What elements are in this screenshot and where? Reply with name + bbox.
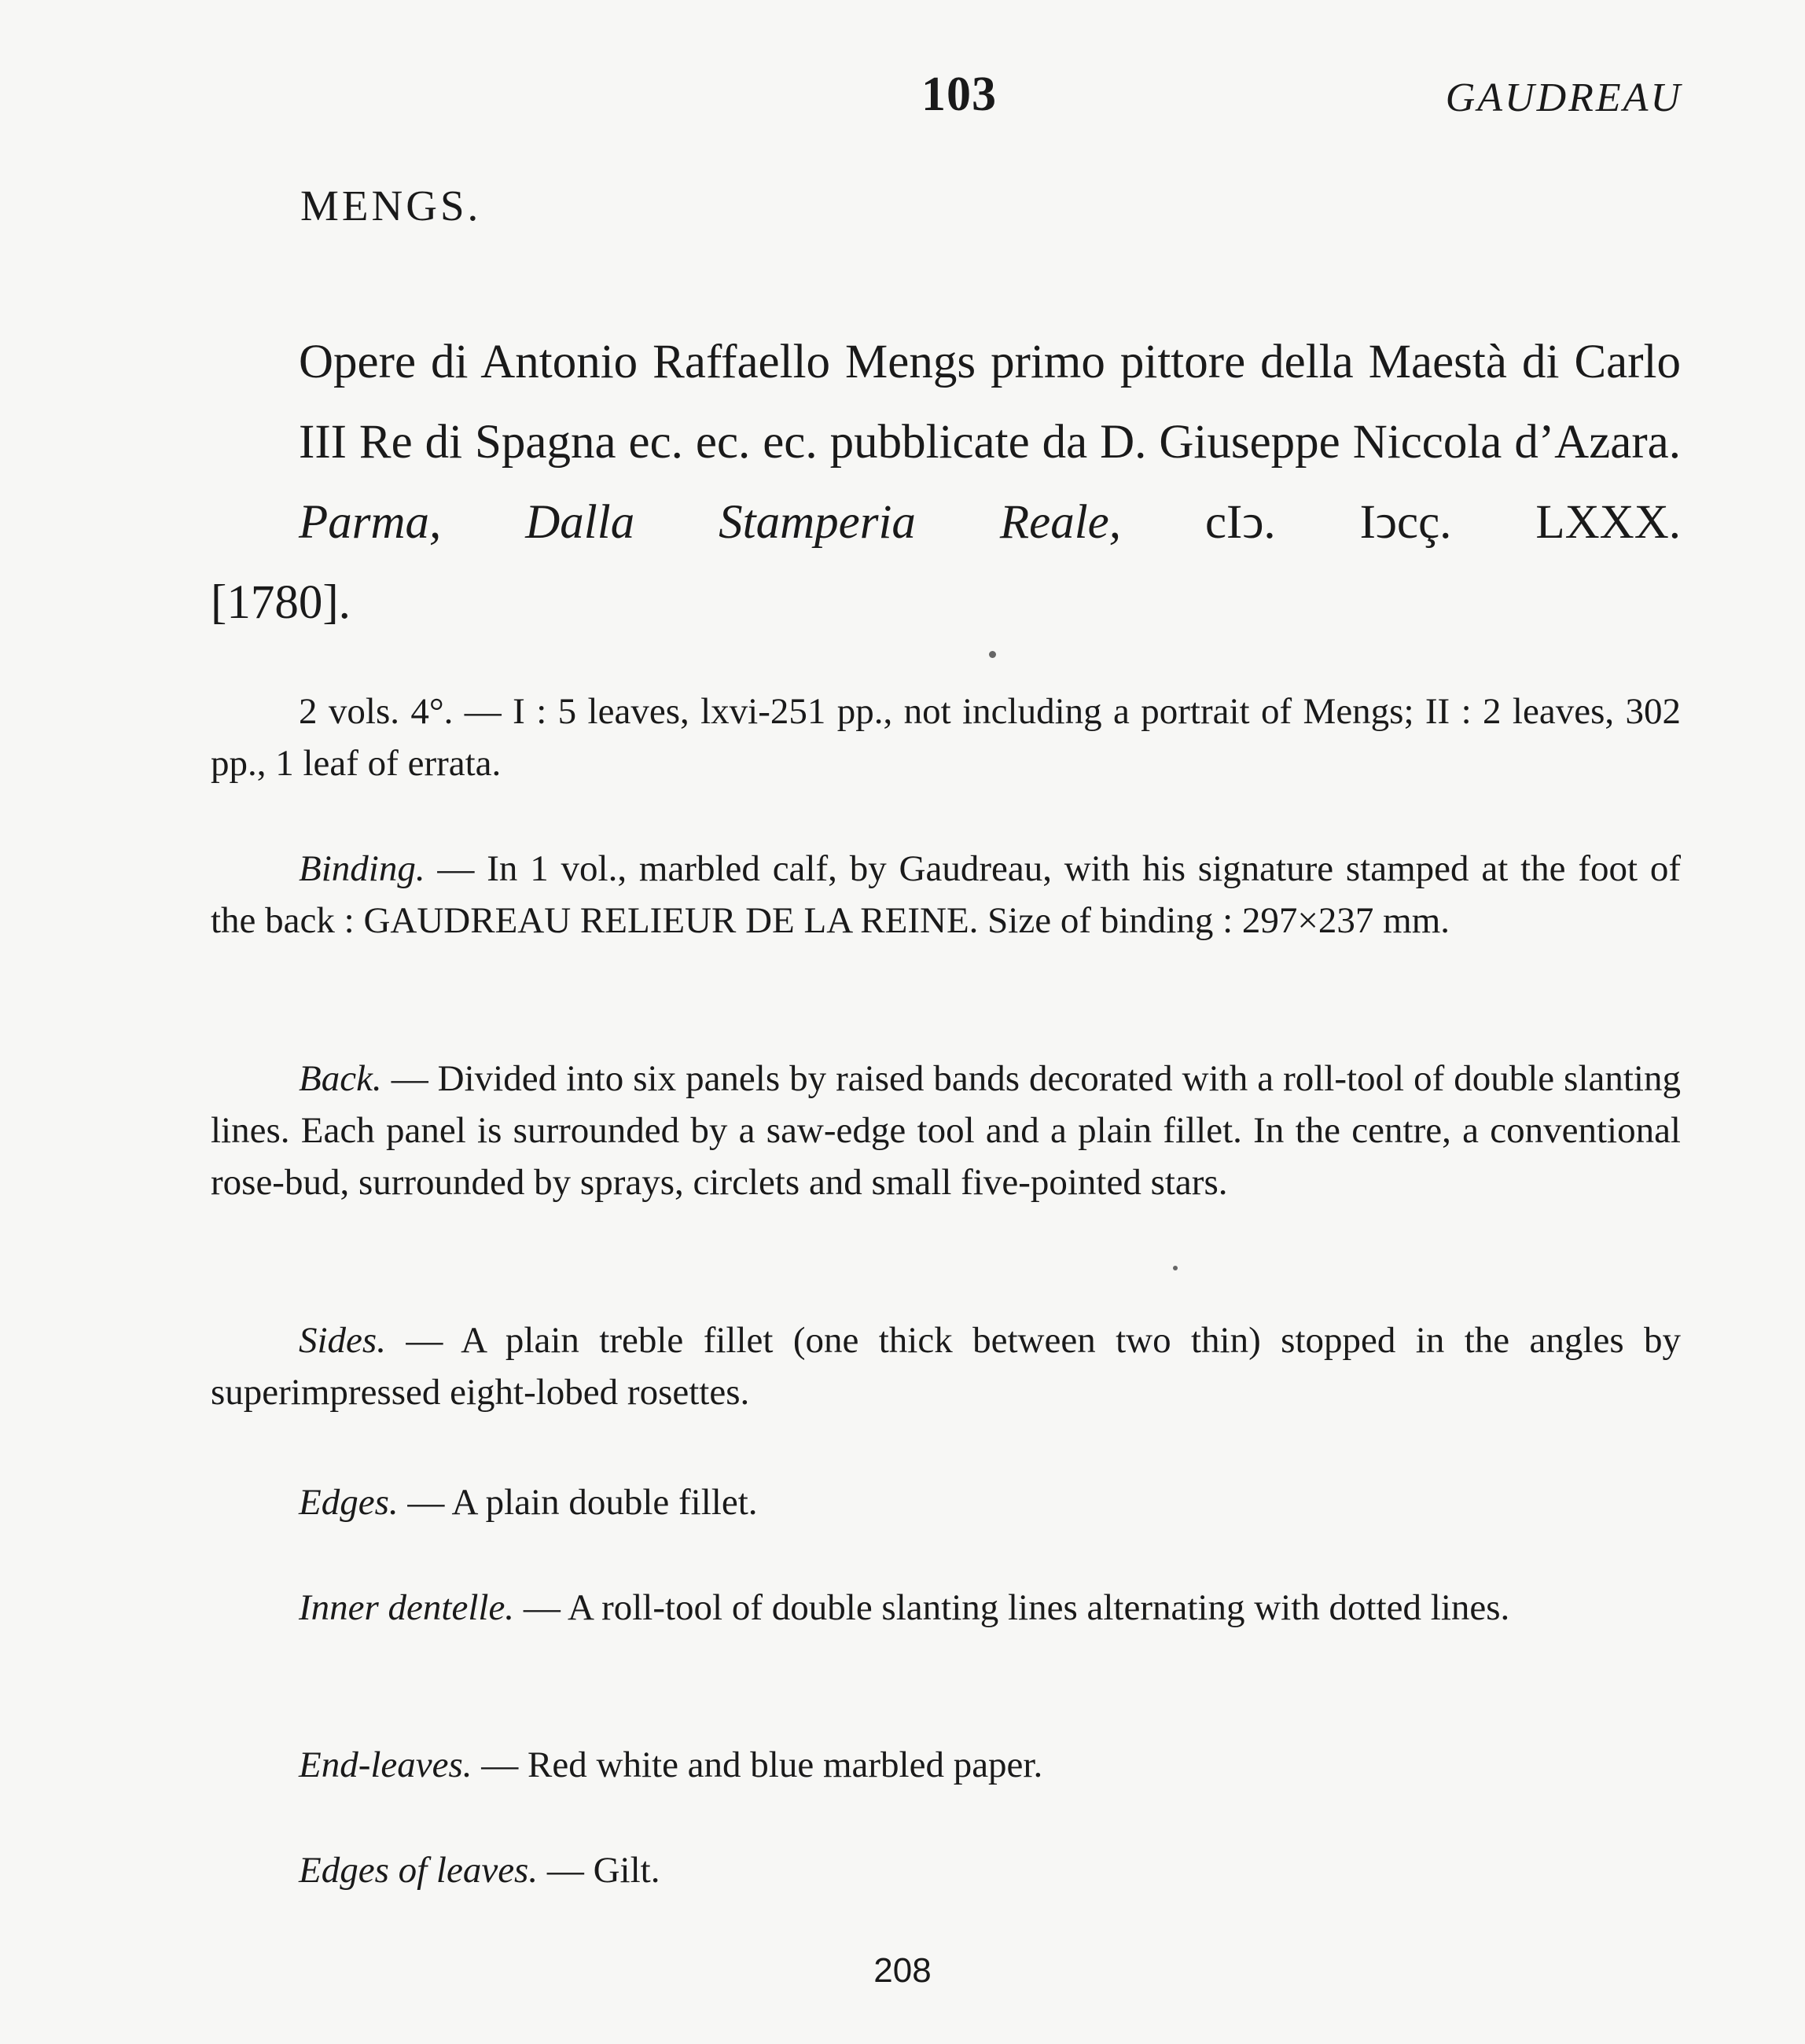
- title-date-roman: cIↄ. Iↄcç. LXXX.: [1204, 496, 1682, 549]
- page-folio: 208: [873, 1951, 932, 1990]
- collation-text: 2 vols. 4°. — I : 5 leaves, lxvi-251 pp., not including a portrait of Mengs; II : 2 leaves, 302 pp., 1 leaf of errata.: [211, 691, 1681, 784]
- print-speck: [1173, 1266, 1178, 1270]
- label-inner-dentelle: Inner dentelle.: [299, 1587, 515, 1628]
- collation: [211, 686, 1681, 789]
- running-head: GAUDREAU: [1445, 75, 1682, 120]
- label-sides: Sides.: [299, 1320, 386, 1361]
- label-edges: Edges.: [299, 1482, 399, 1523]
- text-inner-dentelle: — A roll-tool of double slanting lines alternating with dotted lines.: [523, 1587, 1510, 1628]
- book-title: [211, 322, 1681, 643]
- label-binding: Binding.: [299, 848, 425, 889]
- entry-number: 103: [921, 68, 997, 121]
- title-date-bracket: [1780].: [211, 576, 351, 629]
- description-binding: [211, 843, 1681, 947]
- text-binding: — In 1 vol., marbled calf, by Gaudreau, with his signature stamped at the foot of the back : GAUDREAU RELIEUR DE LA REINE. Size of binding : 297×237 mm.: [211, 848, 1682, 941]
- section-heading: MENGS.: [300, 182, 482, 230]
- description-inner-dentelle: [211, 1582, 1681, 1634]
- text-end-leaves: — Red white and blue marbled paper.: [481, 1744, 1043, 1785]
- description-edges: [211, 1476, 1681, 1528]
- label-end-leaves: End-leaves.: [299, 1744, 472, 1785]
- print-speck: [989, 651, 996, 658]
- text-edges: — A plain double fillet.: [407, 1482, 758, 1523]
- label-back: Back.: [299, 1058, 382, 1099]
- description-sides: [211, 1314, 1681, 1418]
- text-edges-of-leaves: — Gilt.: [546, 1850, 660, 1891]
- description-edges-of-leaves: [211, 1844, 1681, 1896]
- label-edges-of-leaves: Edges of leaves.: [299, 1850, 539, 1891]
- title-main: Opere di Antonio Raffaello Mengs primo pittore della Maestà di Carlo III Re di Spagna ec. ec. ec. pubblicate da D. Giuseppe Niccola d’Azara.: [299, 336, 1681, 469]
- text-back: — Divided into six panels by raised bands decorated with a roll-tool of double slanting lines. Each panel is surrounded by a saw-edge tool and a plain fillet. In the centre, a conventional rose-bud, surrounded by sprays, circlets and small five-pointed stars.: [211, 1058, 1681, 1203]
- description-back: [211, 1053, 1681, 1208]
- description-end-leaves: [211, 1739, 1681, 1791]
- title-imprint: Parma, Dalla Stamperia Reale,: [299, 496, 1121, 549]
- text-sides: — A plain treble fillet (one thick between two thin) stopped in the angles by superimpressed eight-lobed rosettes.: [211, 1320, 1682, 1413]
